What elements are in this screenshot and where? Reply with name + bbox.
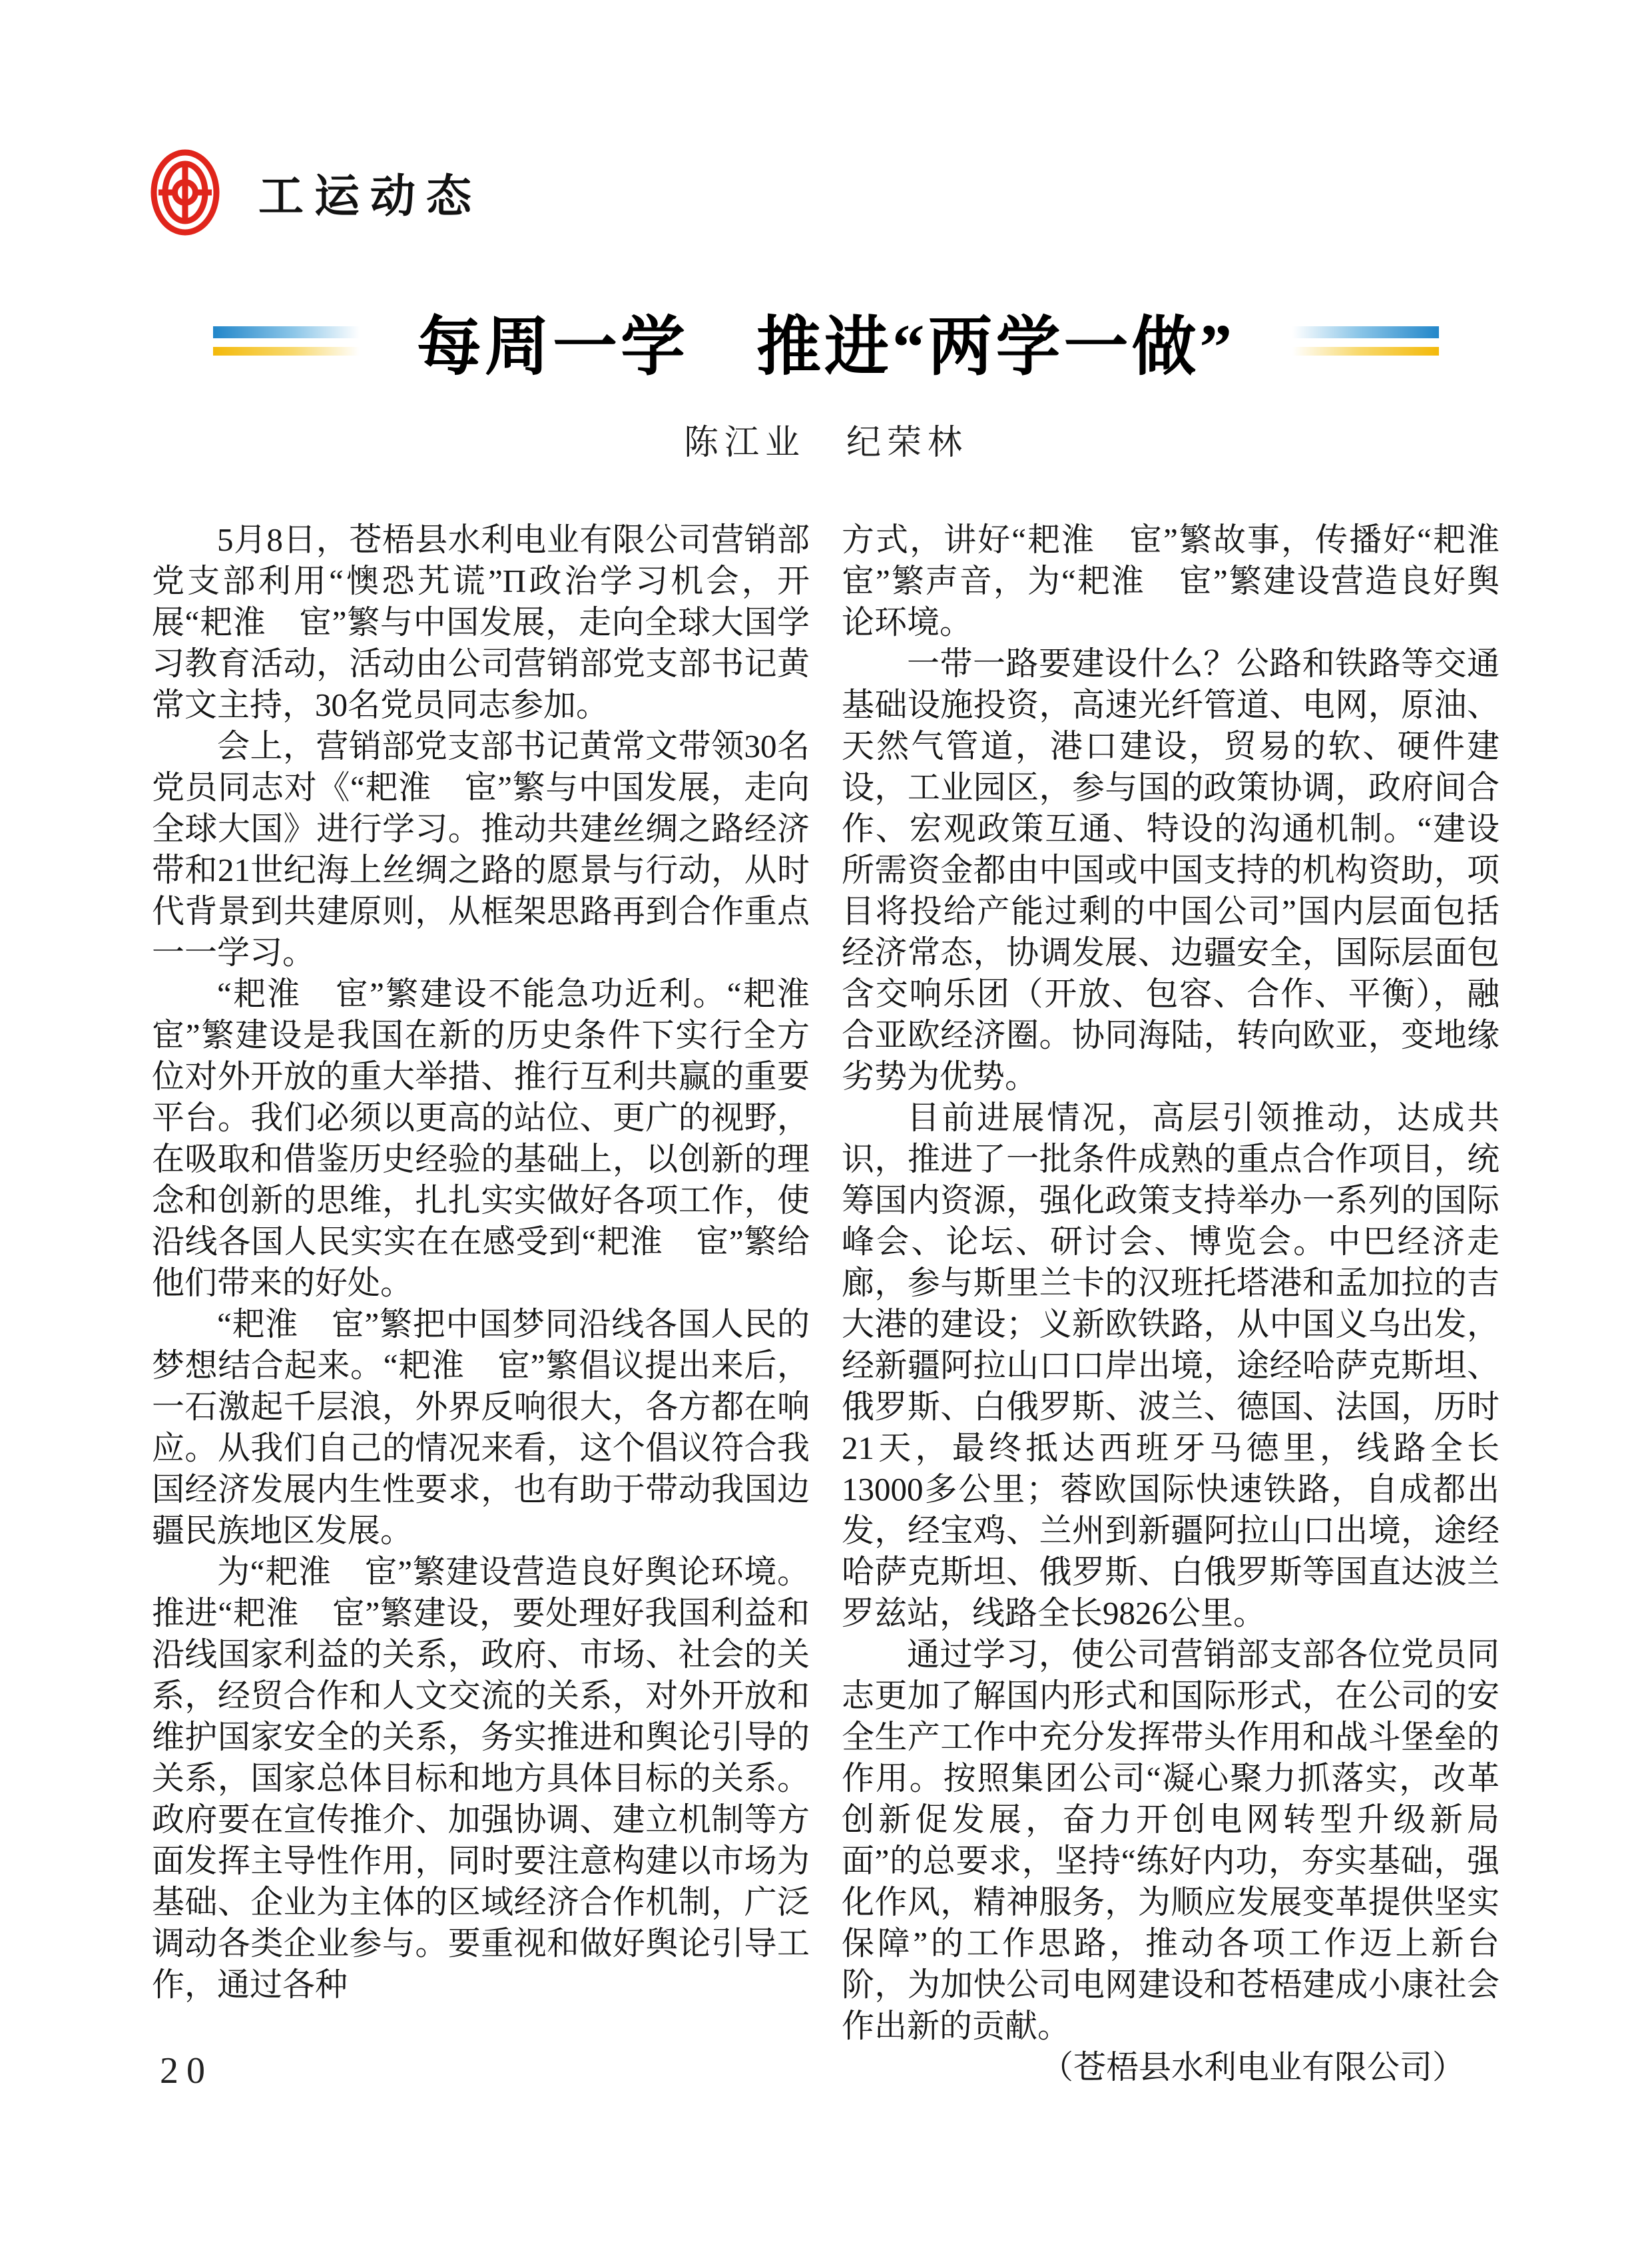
paragraph-5-continued: 方式，讲好“耙淮 宦”繁故事，传播好“耙淮 宦”繁声音，为“耙淮 宦”繁建设营造良好舆论环境。 <box>842 521 1533 641</box>
paragraph-8: 通过学习，使公司营销部支部各位党员同志更加了解国内形式和国际形式，在公司的安全生产工作中充分发挥带头作用和战斗堡垒的作用。按照集团公司“凝心聚力抓落实，改革创新促发展，奋力开创电网转型升级新局面”的总要求，坚持“练好内功，夯实基础，强化作风，精神服务，为顺应发展变革提供坚实保障”的工作思路，推动各项工作迈上新台阶，为加快公司电网建设和苍梧建成小康社会作出新的贡献。 <box>842 1636 1500 2044</box>
masthead-title: 工运动态 <box>258 170 483 222</box>
paragraph-4: “耙淮 宦”繁把中国梦同沿线各国人民的梦想结合起来。“耙淮 宦”繁倡议提出来后，一石激起千层浪，外界反响很大，各方都在响应。从我们自己的情况来看，这个倡议符合我国经济发展内生性要求，也有助于带动我国边疆民族地区发展。 <box>152 1306 810 1549</box>
paragraph-3: “耙淮 宦”繁建设不能急功近利。“耙淮 宦”繁建设是我国在新的历史条件下实行全方位对外开放的重大举措、推行互利共赢的重要平台。我们必须以更高的站位、更广的视野，在吸取和借鉴历史经验的基础上，以创新的理念和创新的思维，扎扎实实做好各项工作，使沿线各国人民实实在在感受到“耙淮 宦”繁给他们带来的好处。 <box>152 976 843 1301</box>
yellow-bar <box>213 347 360 356</box>
masthead <box>150 148 482 237</box>
blue-bar <box>213 326 360 338</box>
paragraph-2: 会上，营销部党支部书记黄常文带领30名党员同志对《“耙淮 宦”繁与中国发展，走向全球大国》进行学习。推动共建丝绸之路经济带和21世纪海上丝绸之路的愿景与行动，从时代背景到共建原则，从框架思路再到合作重点一一学习。 <box>152 728 810 971</box>
right-column <box>842 519 1533 2088</box>
yellow-bar <box>1292 347 1439 356</box>
paragraph-7: 目前进展情况，高层引领推动，达成共识，推进了一批条件成熟的重点合作项目，统筹国内资源，强化政策支持举办一系列的国际峰会、论坛、研讨会、博览会。中巴经济走廊，参与斯里兰卡的汉班托塔港和孟加拉的吉大港的建设；义新欧铁路，从中国义乌出发，经新疆阿拉山口口岸出境，途经哈萨克斯坦、俄罗斯、白俄罗斯、波兰、德国、法国，历时21天，最终抵达西班牙马德里，线路全长13000多公里；蓉欧国际快速铁路，自成都出发，经宝鸡、兰州到新疆阿拉山口出境，途经哈萨克斯坦、俄罗斯、白俄罗斯等国直达波兰罗兹站，线路全长9826公里。 <box>842 1099 1500 1631</box>
blue-bar <box>1292 326 1439 338</box>
paragraph-5: 为“耙淮 宦”繁建设营造良好舆论环境。推进“耙淮 宦”繁建设，要处理好我国利益和沿线国家利益的关系，政府、市场、社会的关系，经贸合作和人文交流的关系，对外开放和维护国家安全的关系，务实推进和舆论引导的关系，国家总体目标和地方具体目标的关系。政府要在宣传推介、加强协调、建立机制等方面发挥主导性作用，同时要注意构建以市场为基础、企业为主体的区域经济合作机制，广泛调动各类企业参与。要重视和做好舆论引导工作，通过各种 <box>152 1553 810 2003</box>
paragraph-6: 一带一路要建设什么？公路和铁路等交通基础设施投资，高速光纤管道、电网，原油、天然气管道，港口建设，贸易的软、硬件建设，工业园区，参与国的政策协调，政府间合作、宏观政策互通、特设的沟通机制。“建设所需资金都由中国或中国支持的机构资助，项目将投给产能过剩的中国公司”国内层面包括经济常态，协调发展、边疆安全，国际层面包含交响乐团（开放、包容、合作、平衡），融合亚欧经济圈。协同海陆，转向欧亚，变地缘劣势为优势。 <box>842 645 1500 1095</box>
paragraph-1: 5月8日，苍梧县水利电业有限公司营销部党支部利用“懊恐艽谎”Π政治学习机会，开展“耙淮 宦”繁与中国发展，走向全球大国学习教育活动，活动由公司营销部党支部书记黄常文主持，30名党员同志参加。 <box>152 521 810 723</box>
title-decor-right <box>1292 326 1439 356</box>
page-number: 20 <box>160 2050 213 2092</box>
article-authors: 陈江业 纪荣林 <box>683 423 968 462</box>
article-title: 每周一学 推进“两学一做” <box>417 312 1235 383</box>
article-body <box>152 519 1533 2088</box>
article-signature: （苍梧县水利电业有限公司） <box>1040 2049 1465 2086</box>
left-column <box>152 519 843 2088</box>
trade-union-emblem-icon <box>150 148 220 237</box>
article-title-row <box>0 294 1652 388</box>
title-decor-left <box>213 326 360 356</box>
